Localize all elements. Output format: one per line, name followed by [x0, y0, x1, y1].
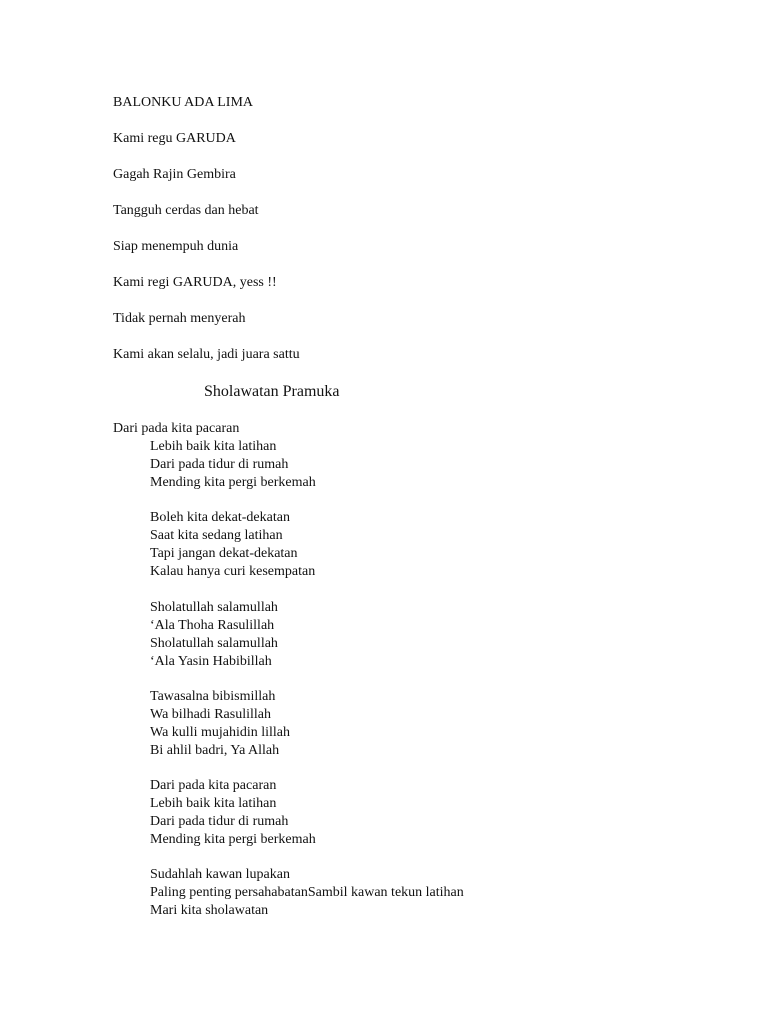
song2-line: Lebih baik kita latihan	[150, 439, 277, 454]
song2-line: Tawasalna bibismillah	[150, 689, 276, 704]
song1-line: Gagah Rajin Gembira	[113, 167, 236, 182]
song2-line: Wa bilhadi Rasulillah	[150, 707, 271, 722]
song2-line: Dari pada tidur di rumah	[150, 457, 289, 472]
song2-line: Wa kulli mujahidin lillah	[150, 725, 291, 740]
song2-line: ‘Ala Yasin Habibillah	[150, 654, 272, 669]
song2-line: Dari pada tidur di rumah	[150, 814, 289, 829]
song2-line: Sholatullah salamullah	[150, 600, 278, 615]
song2-line: Boleh kita dekat-dekatan	[150, 510, 290, 525]
song1-title: BALONKU ADA LIMA	[113, 95, 253, 110]
song2-line: ‘Ala Thoha Rasulillah	[150, 618, 275, 633]
song1-line: Tangguh cerdas dan hebat	[113, 203, 259, 218]
song1-line: Kami regu GARUDA	[113, 131, 236, 146]
song2-line: Mending kita pergi berkemah	[150, 475, 316, 490]
song2-line: Bi ahlil badri, Ya Allah	[150, 743, 280, 758]
song1-line: Kami akan selalu, jadi juara sattu	[113, 347, 300, 362]
song2-line: Sudahlah kawan lupakan	[150, 867, 290, 882]
song2-line: Mari kita sholawatan	[150, 903, 269, 918]
song2-line: Tapi jangan dekat-dekatan	[150, 546, 298, 561]
song2-line: Saat kita sedang latihan	[150, 528, 283, 543]
song1-line: Tidak pernah menyerah	[113, 311, 246, 326]
song2-first-line: Dari pada kita pacaran	[113, 421, 240, 436]
song1-line: Kami regi GARUDA, yess !!	[113, 275, 277, 290]
song2-line: Mending kita pergi berkemah	[150, 832, 316, 847]
song2-line: Sholatullah salamullah	[150, 636, 278, 651]
song2-title: Sholawatan Pramuka	[204, 383, 340, 400]
song2-line: Paling penting persahabatanSambil kawan tekun latihan	[150, 885, 464, 900]
song2-line: Kalau hanya curi kesempatan	[150, 564, 316, 579]
song2-line: Lebih baik kita latihan	[150, 796, 277, 811]
song2-line: Dari pada kita pacaran	[150, 778, 277, 793]
song1-line: Siap menempuh dunia	[113, 239, 239, 254]
